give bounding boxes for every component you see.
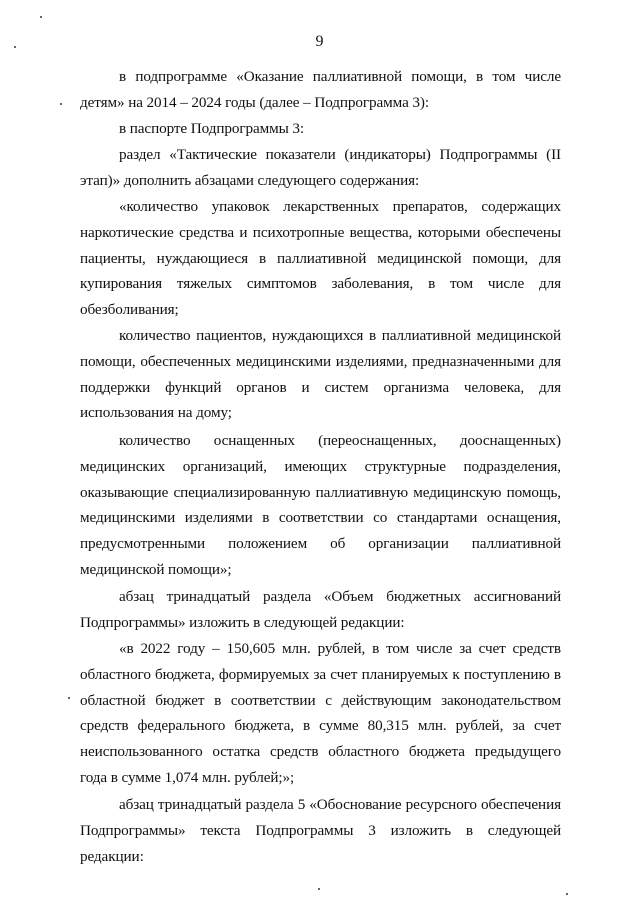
paragraph-section-indicators: раздел «Тактические показатели (индикаторы) Подпрограммы (II этап)» дополнить абзацами следующего содержания: xyxy=(80,146,561,189)
paragraph-subprogram-intro: в подпрограмме «Оказание паллиативной помощи, в том числе детям» на 2014 – 2024 годы (далее – Подпрограмма 3): xyxy=(80,68,561,111)
paragraph-budget-2022: «в 2022 году – 150,605 млн. рублей, в том числе за счет средств областного бюджета, формируемых за счет планируемых к поступлению в областной бюджет в соответствии с действующим законодательством средств федерального бюджета, в сумме 80,315 млн. рублей, за счет неиспользованного остатка средств областного бюджета предыдущего года в сумме 1,074 млн. рублей;»; xyxy=(80,640,561,786)
paragraph-indicator-packages: «количество упаковок лекарственных препаратов, содержащих наркотические средства и психотропные вещества, которыми обеспечены пациенты, нуждающиеся в паллиативной медицинской помощи, для купирования тяжелых симптомов заболевания, в том числе для обезболивания; xyxy=(80,198,561,319)
paragraph-indicator-patients: количество пациентов, нуждающихся в паллиативной медицинской помощи, обеспеченных медицинскими изделиями, предназначенными для поддержки функций органов и систем организма человека, для использования на дому; xyxy=(80,327,561,422)
paragraph-budget-section: абзац тринадцатый раздела «Объем бюджетных ассигнований Подпрограммы» изложить в следующей редакции: xyxy=(80,588,561,631)
paragraph-indicator-organizations: количество оснащенных (переоснащенных, дооснащенных) медицинских организаций, имеющих структурные подразделения, оказывающие специализированную паллиативную медицинскую помощь, медицинскими изделиями в соответствии со стандартами оснащения, предусмотренными положением об организации паллиативной медицинской помощи»; xyxy=(80,432,561,578)
page-number: 9 xyxy=(315,33,324,50)
scan-speck xyxy=(14,46,16,48)
paragraph-passport: в паспорте Подпрограммы 3: xyxy=(119,120,305,137)
scan-speck xyxy=(40,16,42,18)
scan-speck xyxy=(68,697,70,699)
scan-speck xyxy=(318,888,320,890)
scan-speck xyxy=(60,103,62,105)
scan-speck xyxy=(566,893,568,895)
paragraph-section-5: абзац тринадцатый раздела 5 «Обоснование ресурсного обеспечения Подпрограммы» текста Подпрограммы 3 изложить в следующей редакции: xyxy=(80,796,561,865)
